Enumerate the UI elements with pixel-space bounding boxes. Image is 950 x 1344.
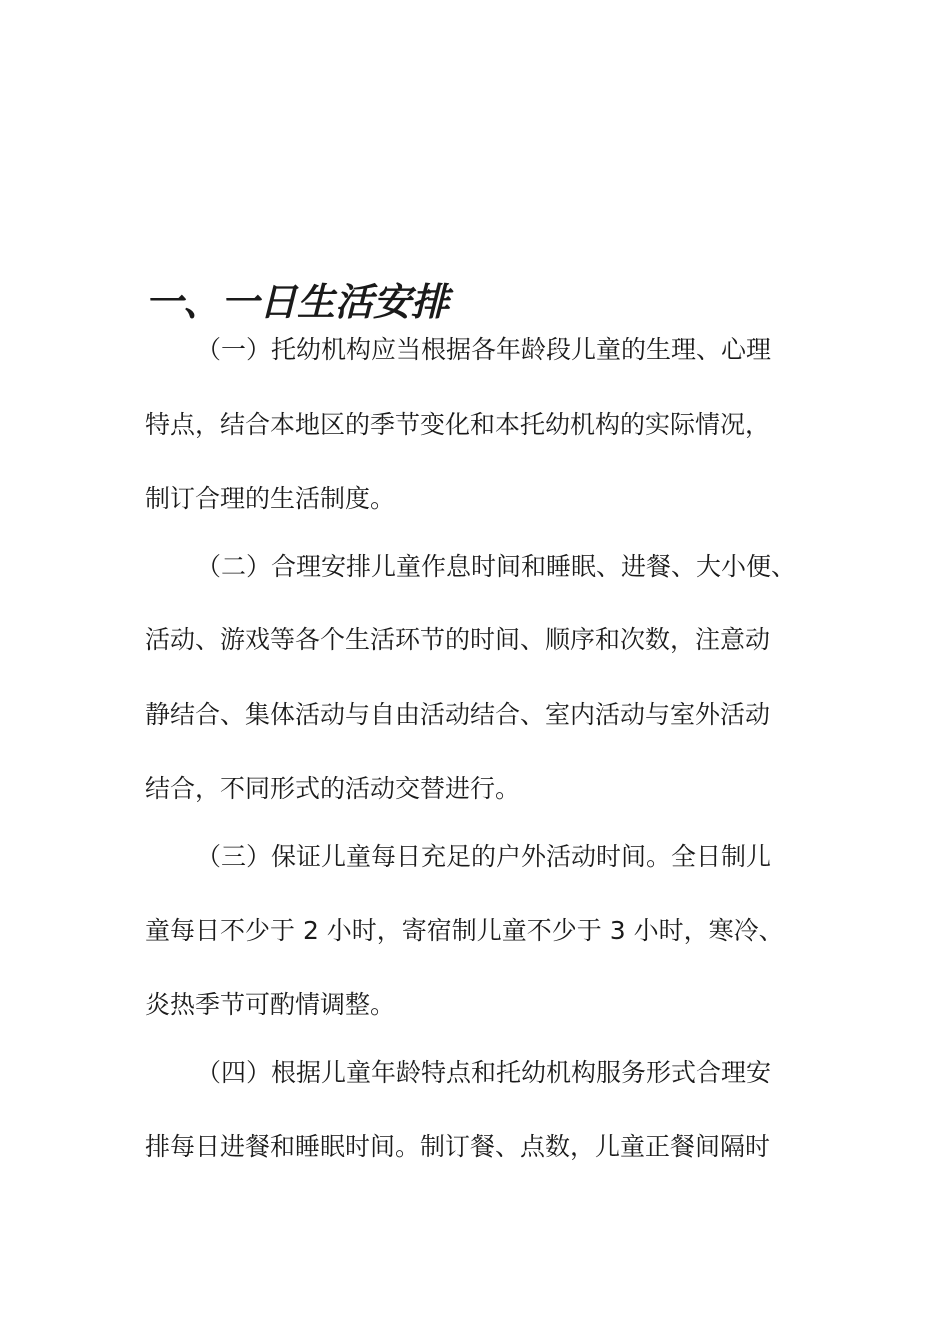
- paragraph-4-line-2: 排每日进餐和睡眠时间。制订餐、点数，儿童正餐间隔时: [145, 1132, 771, 1161]
- paragraph-1-line-2: 特点，结合本地区的季节变化和本托幼机构的实际情况，: [145, 410, 771, 439]
- paragraph-1-line-3: 制订合理的生活制度。: [145, 484, 396, 513]
- paragraph-2-line-4: 结合，不同形式的活动交替进行。: [145, 774, 521, 803]
- paragraph-2-line-3: 静结合、集体活动与自由活动结合、室内活动与室外活动: [145, 700, 771, 729]
- section-heading: 一、一日生活安排: [145, 280, 450, 324]
- paragraph-3-line-2: 童每日不少于 2 小时，寄宿制儿童不少于 3 小时，寒冷、: [145, 916, 784, 945]
- paragraph-2-line-2: 活动、游戏等各个生活环节的时间、顺序和次数，注意动: [145, 625, 771, 654]
- paragraph-1-line-1: （一）托幼机构应当根据各年龄段儿童的生理、心理: [196, 335, 772, 364]
- paragraph-2-line-1: （二）合理安排儿童作息时间和睡眠、进餐、大小便、: [196, 552, 797, 581]
- paragraph-4-line-1: （四）根据儿童年龄特点和托幼机构服务形式合理安: [196, 1058, 772, 1087]
- paragraph-3-line-1: （三）保证儿童每日充足的户外活动时间。全日制儿: [196, 842, 772, 871]
- paragraph-3-line-3: 炎热季节可酌情调整。: [145, 990, 396, 1019]
